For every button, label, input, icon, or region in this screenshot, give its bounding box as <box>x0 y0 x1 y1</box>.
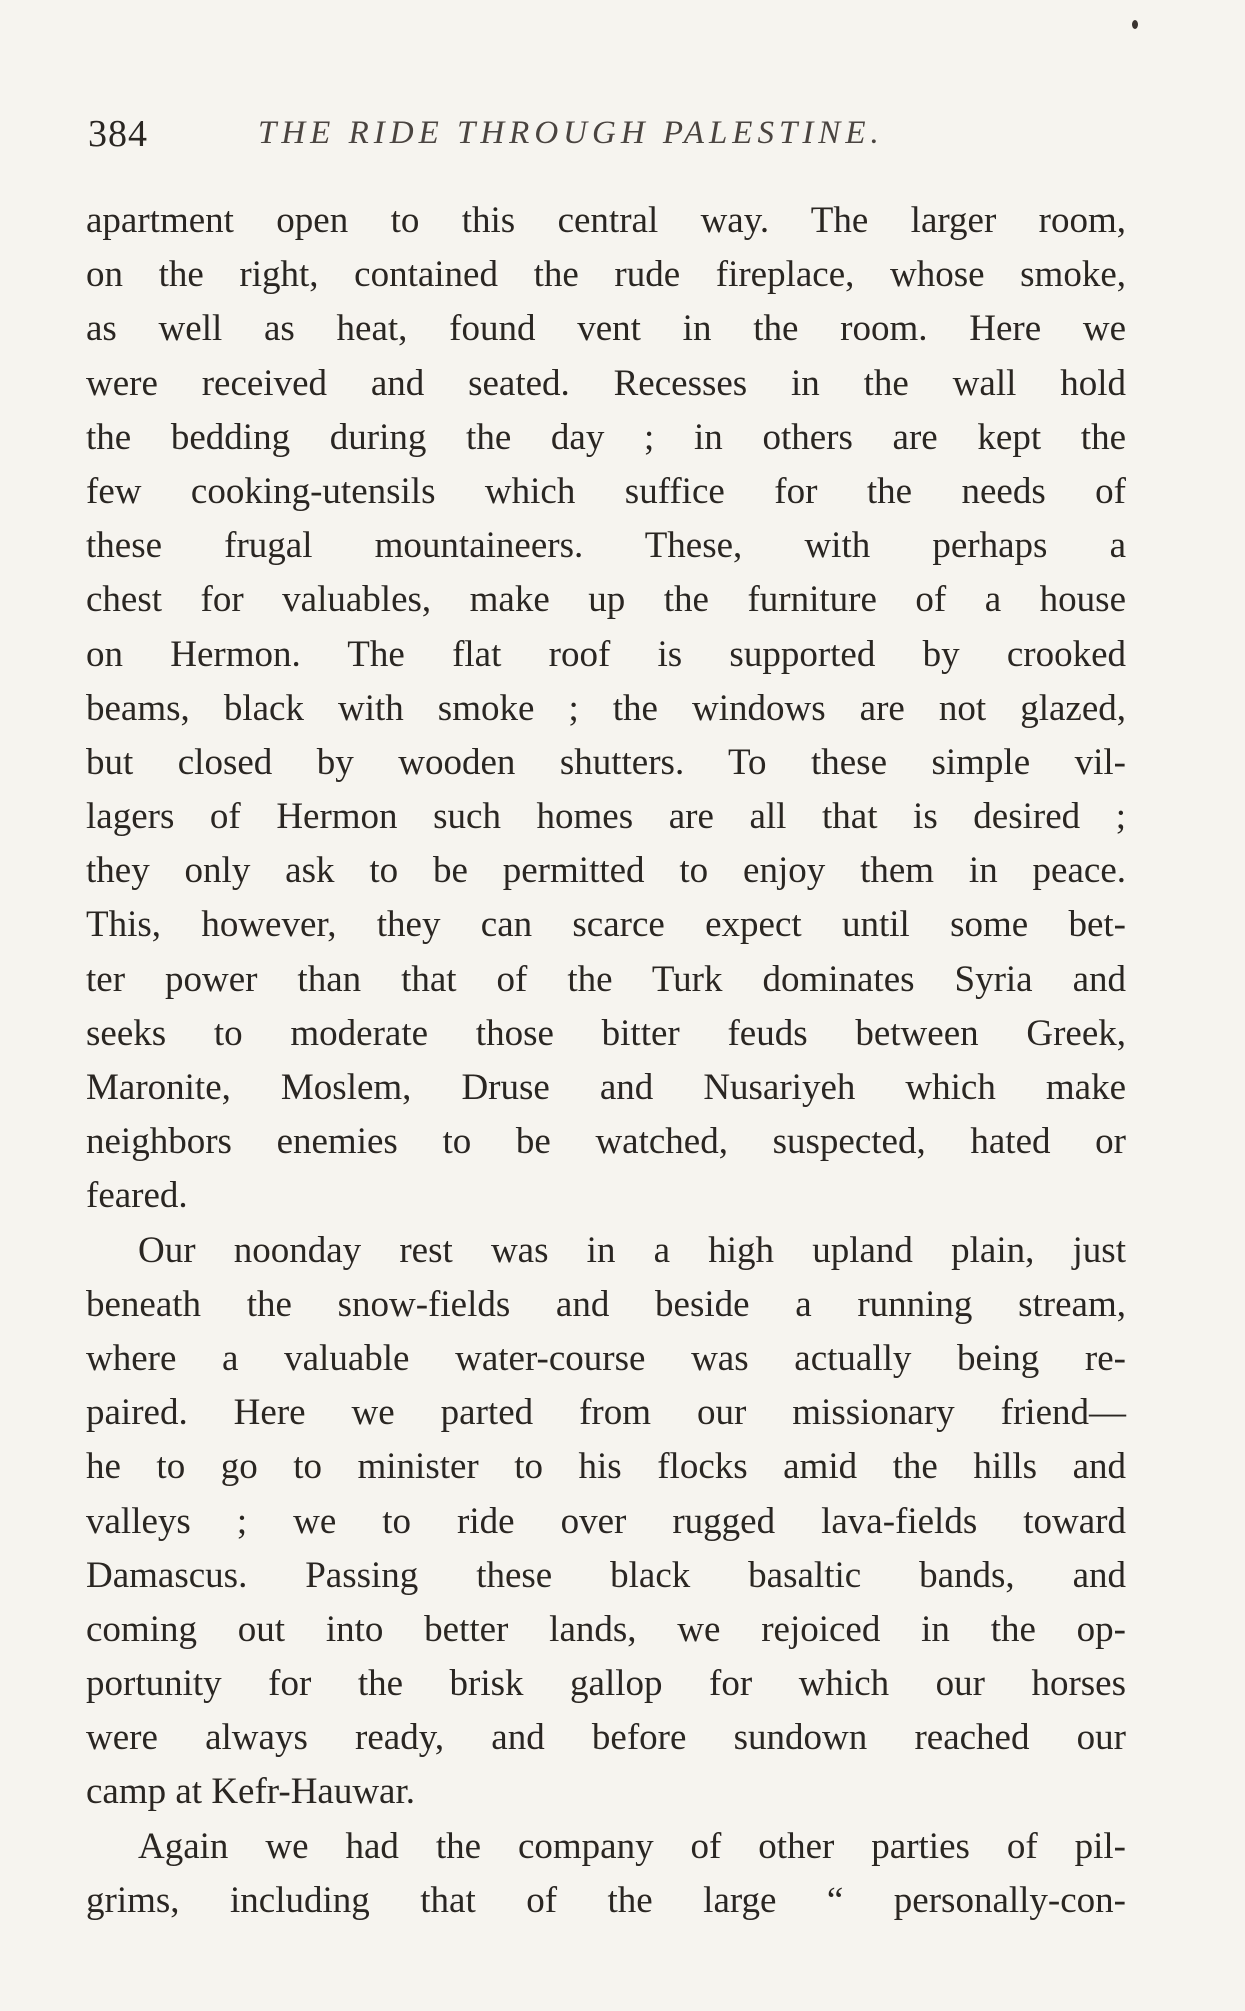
text-line: were always ready, and before sundown reached our <box>86 1717 1126 1759</box>
text-line: beneath the snow-fields and beside a running stream, <box>86 1283 1126 1325</box>
text-line: seeks to moderate those bitter feuds between Greek, <box>86 1012 1126 1054</box>
text-line: these frugal mountaineers. These, with perhaps a <box>86 525 1126 567</box>
page-header <box>88 112 1148 162</box>
text-line: paired. Here we parted from our missionary friend— <box>86 1392 1126 1434</box>
text-line: chest for valuables, make up the furniture of a house <box>86 579 1126 621</box>
running-title: THE RIDE THROUGH PALESTINE. <box>258 115 884 151</box>
text-line: but closed by wooden shutters. To these simple vil- <box>86 741 1126 783</box>
text-line: the bedding during the day ; in others are kept the <box>86 416 1126 458</box>
text-line: This, however, they can scarce expect until some bet- <box>86 904 1126 946</box>
ink-speck <box>1132 20 1138 29</box>
text-line: portunity for the brisk gallop for which our horses <box>86 1663 1126 1705</box>
text-line: they only ask to be permitted to enjoy them in peace. <box>86 850 1126 892</box>
text-line: beams, black with smoke ; the windows are not glazed, <box>86 687 1126 729</box>
text-line: coming out into better lands, we rejoiced in the op- <box>86 1608 1126 1650</box>
text-line: neighbors enemies to be watched, suspected, hated or <box>86 1121 1126 1163</box>
text-line: valleys ; we to ride over rugged lava-fields toward <box>86 1500 1126 1542</box>
paragraph-start-line: Our noonday rest was in a high upland plain, just <box>138 1229 1126 1271</box>
text-line: on Hermon. The flat roof is supported by crooked <box>86 633 1126 675</box>
text-line: few cooking-utensils which suffice for the needs of <box>86 470 1126 512</box>
text-line: grims, including that of the large “ personally-con- <box>86 1879 1126 1921</box>
text-line: ter power than that of the Turk dominates Syria and <box>86 958 1126 1000</box>
paragraph-end-line: feared. <box>86 1175 188 1217</box>
text-line: where a valuable water-course was actually being re- <box>86 1337 1126 1379</box>
text-line: Damascus. Passing these black basaltic bands, and <box>86 1554 1126 1596</box>
paragraph-end-line: camp at Kefr-Hauwar. <box>86 1771 416 1813</box>
text-line: as well as heat, found vent in the room. Here we <box>86 308 1126 350</box>
body-text <box>86 194 1126 1928</box>
text-line: were received and seated. Recesses in the wall hold <box>86 362 1126 404</box>
text-line: Maronite, Moslem, Druse and Nusariyeh which make <box>86 1067 1126 1108</box>
text-line: on the right, contained the rude fireplace, whose smoke, <box>86 254 1126 296</box>
text-line: he to go to minister to his flocks amid the hills and <box>86 1446 1126 1488</box>
page-number: 384 <box>88 113 148 155</box>
text-line: apartment open to this central way. The larger room, <box>86 200 1126 241</box>
text-line: lagers of Hermon such homes are all that is desired ; <box>86 796 1126 838</box>
paragraph-start-line: Again we had the company of other parties of pil- <box>138 1825 1126 1867</box>
